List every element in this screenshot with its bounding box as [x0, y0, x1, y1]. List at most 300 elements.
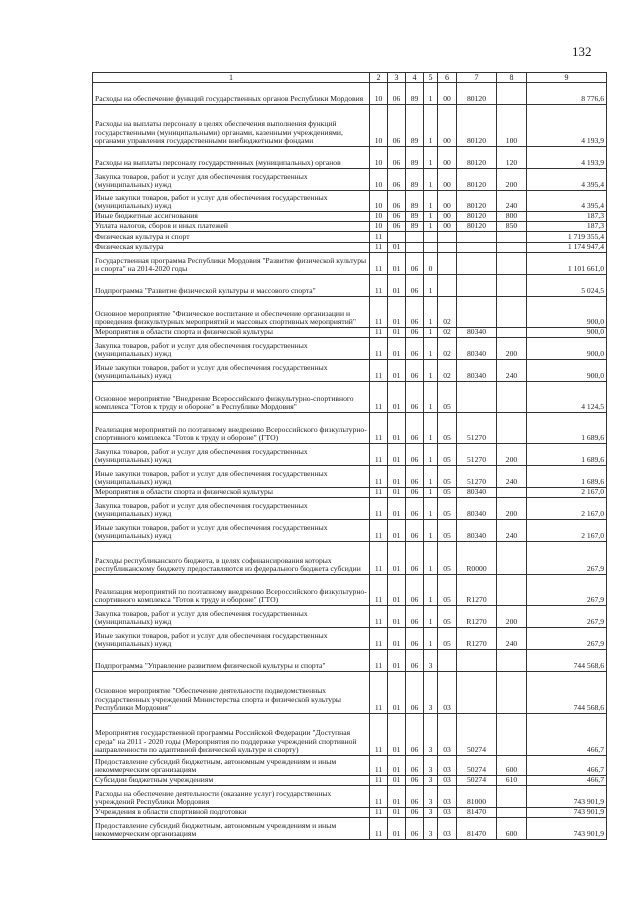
direction-code-cell: 80120: [457, 222, 497, 232]
header-cell: 7: [457, 73, 497, 83]
section-code-cell: 11: [370, 542, 388, 575]
subprogram-code-cell: 1: [424, 413, 438, 444]
table-row: [93, 542, 607, 575]
activity-code-cell: 02: [438, 360, 457, 382]
program-code-cell: 06: [406, 498, 424, 520]
direction-code-cell: [457, 243, 497, 253]
activity-code-cell: 05: [438, 466, 457, 488]
direction-code-cell: [457, 232, 497, 243]
activity-code-cell: 02: [438, 328, 457, 338]
direction-code-cell: 80120: [457, 105, 497, 147]
section-code-cell: 10: [370, 222, 388, 232]
amount-cell: 900,0: [527, 360, 607, 382]
activity-code-cell: 03: [438, 776, 457, 786]
program-code-cell: 06: [406, 328, 424, 338]
expense-type-code-cell: 200: [497, 169, 527, 191]
subsection-code-cell: 01: [388, 628, 406, 650]
expense-type-code-cell: [497, 542, 527, 575]
activity-code-cell: 05: [438, 498, 457, 520]
direction-code-cell: 81470: [457, 818, 497, 840]
amount-cell: 4 193,9: [527, 105, 607, 147]
expense-type-code-cell: 610: [497, 776, 527, 786]
expense-type-code-cell: 100: [497, 105, 527, 147]
program-code-cell: 89: [406, 169, 424, 191]
program-code-cell: 89: [406, 191, 424, 212]
amount-cell: 1 719 355,4: [527, 232, 607, 243]
section-code-cell: 11: [370, 776, 388, 786]
direction-code-cell: [457, 297, 497, 328]
expense-type-code-cell: 600: [497, 818, 527, 840]
row-name-cell: Закупка товаров, работ и услуг для обеспечения государственных (муниципальных) нужд: [93, 169, 370, 191]
program-code-cell: 06: [406, 520, 424, 542]
amount-cell: 466,7: [527, 776, 607, 786]
section-code-cell: 10: [370, 147, 388, 169]
activity-code-cell: 05: [438, 413, 457, 444]
program-code-cell: 06: [406, 818, 424, 840]
table-row: [93, 818, 607, 840]
subsection-code-cell: 01: [388, 650, 406, 672]
expense-type-code-cell: [497, 575, 527, 606]
table-row: [93, 338, 607, 360]
subsection-code-cell: 06: [388, 147, 406, 169]
amount-cell: 466,7: [527, 756, 607, 776]
section-code-cell: 11: [370, 243, 388, 253]
row-name-cell: Мероприятия в области спорта и физической культуры: [93, 328, 370, 338]
activity-code-cell: 00: [438, 222, 457, 232]
subprogram-code-cell: 1: [424, 382, 438, 413]
direction-code-cell: 80340: [457, 488, 497, 498]
activity-code-cell: 05: [438, 606, 457, 628]
section-code-cell: 11: [370, 275, 388, 297]
program-code-cell: [406, 243, 424, 253]
subprogram-code-cell: 3: [424, 672, 438, 714]
activity-code-cell: [438, 275, 457, 297]
table-row: [93, 382, 607, 413]
program-code-cell: 06: [406, 714, 424, 756]
table-row: [93, 606, 607, 628]
header-row: [93, 73, 607, 83]
section-code-cell: 11: [370, 466, 388, 488]
section-code-cell: 11: [370, 672, 388, 714]
subprogram-code-cell: 1: [424, 275, 438, 297]
program-code-cell: 06: [406, 575, 424, 606]
section-code-cell: 10: [370, 212, 388, 222]
expense-type-code-cell: [497, 808, 527, 818]
amount-cell: 4 395,4: [527, 191, 607, 212]
expense-type-code-cell: 240: [497, 520, 527, 542]
program-code-cell: 06: [406, 776, 424, 786]
amount-cell: 466,7: [527, 714, 607, 756]
activity-code-cell: [438, 232, 457, 243]
activity-code-cell: [438, 243, 457, 253]
table-row: [93, 466, 607, 488]
expense-type-code-cell: [497, 413, 527, 444]
activity-code-cell: 05: [438, 542, 457, 575]
amount-cell: 187,3: [527, 222, 607, 232]
activity-code-cell: 05: [438, 444, 457, 466]
subprogram-code-cell: 3: [424, 786, 438, 808]
subprogram-code-cell: 1: [424, 628, 438, 650]
program-code-cell: 06: [406, 297, 424, 328]
expense-type-code-cell: [497, 672, 527, 714]
subprogram-code-cell: 3: [424, 776, 438, 786]
row-name-cell: Государственная программа Республики Мордовия "Развитие физической культуры и спорта" на 2014-2020 годы: [93, 253, 370, 275]
row-name-cell: Предоставление субсидий бюджетным, автономным учреждениям и иным некоммерческим организациям: [93, 756, 370, 776]
amount-cell: 900,0: [527, 338, 607, 360]
row-name-cell: Подпрограмма "Управление развитием физической культуры и спорта": [93, 650, 370, 672]
amount-cell: 900,0: [527, 328, 607, 338]
activity-code-cell: 02: [438, 338, 457, 360]
direction-code-cell: 80340: [457, 498, 497, 520]
direction-code-cell: [457, 253, 497, 275]
table-row: [93, 520, 607, 542]
program-code-cell: 89: [406, 147, 424, 169]
section-code-cell: 10: [370, 105, 388, 147]
program-code-cell: 89: [406, 83, 424, 105]
header-cell: 5: [424, 73, 438, 83]
activity-code-cell: 00: [438, 191, 457, 212]
activity-code-cell: 00: [438, 105, 457, 147]
activity-code-cell: 05: [438, 488, 457, 498]
table-row: [93, 575, 607, 606]
amount-cell: 900,0: [527, 297, 607, 328]
expense-type-code-cell: 200: [497, 338, 527, 360]
activity-code-cell: 05: [438, 575, 457, 606]
header-cell: 8: [497, 73, 527, 83]
table-row: [93, 147, 607, 169]
row-name-cell: Основное мероприятие "Внедрение Всероссийского физкультурно-спортивного комплекса "Готов к труду и обороне" в Республике Мордовия": [93, 382, 370, 413]
section-code-cell: 11: [370, 575, 388, 606]
activity-code-cell: 03: [438, 818, 457, 840]
direction-code-cell: 80340: [457, 360, 497, 382]
subsection-code-cell: 01: [388, 786, 406, 808]
row-name-cell: Иные закупки товаров, работ и услуг для обеспечения государственных (муниципальных) нужд: [93, 466, 370, 488]
activity-code-cell: 03: [438, 714, 457, 756]
program-code-cell: 06: [406, 488, 424, 498]
header-cell: 9: [527, 73, 607, 83]
row-name-cell: Реализация мероприятий по поэтапному внедрению Всероссийского физкультурно-спортивного комплекса "Готов к труду и обороне" (ГТО): [93, 413, 370, 444]
subprogram-code-cell: 1: [424, 328, 438, 338]
subsection-code-cell: 01: [388, 714, 406, 756]
subsection-code-cell: 01: [388, 488, 406, 498]
table-row: [93, 786, 607, 808]
amount-cell: 2 167,0: [527, 498, 607, 520]
section-code-cell: 10: [370, 191, 388, 212]
table-row: [93, 756, 607, 776]
row-name-cell: Закупка товаров, работ и услуг для обеспечения государственных (муниципальных) нужд: [93, 444, 370, 466]
table-row: [93, 328, 607, 338]
subsection-code-cell: 01: [388, 672, 406, 714]
direction-code-cell: 80120: [457, 83, 497, 105]
row-name-cell: Расходы на выплаты персоналу в целях обеспечения выполнения функций государственными (муниципальными) органами, казенными учреждениями, органами управления государственными внебюджетными фондами: [93, 105, 370, 147]
row-name-cell: Субсидии бюджетным учреждениям: [93, 776, 370, 786]
row-name-cell: Физическая культура: [93, 243, 370, 253]
expense-type-code-cell: [497, 382, 527, 413]
row-name-cell: Основное мероприятие "Обеспечение деятельности подведомственных государственных учреждений Министерства спорта и физической культуры Республики Мордовия": [93, 672, 370, 714]
table-row: [93, 275, 607, 297]
amount-cell: 267,9: [527, 542, 607, 575]
subprogram-code-cell: 1: [424, 444, 438, 466]
program-code-cell: 06: [406, 382, 424, 413]
expense-type-code-cell: [497, 232, 527, 243]
expense-type-code-cell: [497, 488, 527, 498]
direction-code-cell: 50274: [457, 776, 497, 786]
program-code-cell: 06: [406, 338, 424, 360]
table-row: [93, 232, 607, 243]
subprogram-code-cell: 1: [424, 575, 438, 606]
amount-cell: 2 167,0: [527, 488, 607, 498]
program-code-cell: 06: [406, 606, 424, 628]
subprogram-code-cell: 3: [424, 756, 438, 776]
row-name-cell: Закупка товаров, работ и услуг для обеспечения государственных (муниципальных) нужд: [93, 606, 370, 628]
subsection-code-cell: 01: [388, 818, 406, 840]
subprogram-code-cell: 1: [424, 498, 438, 520]
activity-code-cell: 00: [438, 83, 457, 105]
table-row: [93, 650, 607, 672]
expense-type-code-cell: [497, 297, 527, 328]
subprogram-code-cell: 1: [424, 83, 438, 105]
activity-code-cell: 00: [438, 212, 457, 222]
subprogram-code-cell: 1: [424, 222, 438, 232]
subsection-code-cell: 06: [388, 105, 406, 147]
subprogram-code-cell: [424, 243, 438, 253]
subprogram-code-cell: 3: [424, 650, 438, 672]
section-code-cell: 11: [370, 328, 388, 338]
subsection-code-cell: 01: [388, 360, 406, 382]
expense-type-code-cell: [497, 275, 527, 297]
section-code-cell: 11: [370, 606, 388, 628]
expense-type-code-cell: 240: [497, 628, 527, 650]
program-code-cell: 06: [406, 253, 424, 275]
subsection-code-cell: 01: [388, 520, 406, 542]
amount-cell: 744 568,6: [527, 672, 607, 714]
section-code-cell: 11: [370, 360, 388, 382]
program-code-cell: 06: [406, 628, 424, 650]
section-code-cell: 11: [370, 232, 388, 243]
subprogram-code-cell: 1: [424, 338, 438, 360]
subprogram-code-cell: 1: [424, 147, 438, 169]
expense-type-code-cell: 120: [497, 147, 527, 169]
subprogram-code-cell: 1: [424, 212, 438, 222]
direction-code-cell: R1270: [457, 575, 497, 606]
subprogram-code-cell: [424, 232, 438, 243]
activity-code-cell: 03: [438, 672, 457, 714]
amount-cell: 1 689,6: [527, 413, 607, 444]
program-code-cell: 06: [406, 413, 424, 444]
section-code-cell: 11: [370, 413, 388, 444]
program-code-cell: 06: [406, 650, 424, 672]
row-name-cell: Расходы на выплаты персоналу государственных (муниципальных) органов: [93, 147, 370, 169]
direction-code-cell: 80340: [457, 328, 497, 338]
subsection-code-cell: 06: [388, 222, 406, 232]
subprogram-code-cell: 1: [424, 297, 438, 328]
subprogram-code-cell: 1: [424, 606, 438, 628]
amount-cell: 267,9: [527, 606, 607, 628]
row-name-cell: Расходы на обеспечение функций государственных органов Республики Мордовия: [93, 83, 370, 105]
direction-code-cell: R1270: [457, 628, 497, 650]
row-name-cell: Реализация мероприятий по поэтапному внедрению Всероссийского физкультурно-спортивного комплекса "Готов к труду и обороне" (ГТО): [93, 575, 370, 606]
subsection-code-cell: 01: [388, 466, 406, 488]
subsection-code-cell: 06: [388, 83, 406, 105]
header-cell: 1: [93, 73, 370, 83]
section-code-cell: 11: [370, 338, 388, 360]
table-row: [93, 253, 607, 275]
direction-code-cell: 81470: [457, 808, 497, 818]
activity-code-cell: [438, 650, 457, 672]
expense-type-code-cell: 200: [497, 606, 527, 628]
direction-code-cell: R1270: [457, 606, 497, 628]
table-row: [93, 776, 607, 786]
table-row: [93, 169, 607, 191]
subsection-code-cell: 01: [388, 756, 406, 776]
budget-table: [92, 72, 607, 840]
row-name-cell: Иные бюджетные ассигнования: [93, 212, 370, 222]
amount-cell: 5 024,5: [527, 275, 607, 297]
program-code-cell: 89: [406, 222, 424, 232]
subsection-code-cell: 01: [388, 575, 406, 606]
header-cell: 6: [438, 73, 457, 83]
direction-code-cell: 80340: [457, 520, 497, 542]
table-row: [93, 212, 607, 222]
direction-code-cell: [457, 382, 497, 413]
subprogram-code-cell: 1: [424, 360, 438, 382]
amount-cell: 4 124,5: [527, 382, 607, 413]
amount-cell: 4 395,4: [527, 169, 607, 191]
section-code-cell: 11: [370, 628, 388, 650]
row-name-cell: Расходы республиканского бюджета, в целях софинансирования которых республиканскому бюджету предоставляются из федерального бюджета субсидии: [93, 542, 370, 575]
subsection-code-cell: 06: [388, 212, 406, 222]
expense-type-code-cell: [497, 253, 527, 275]
subprogram-code-cell: 3: [424, 808, 438, 818]
amount-cell: 1 101 661,0: [527, 253, 607, 275]
row-name-cell: Иные закупки товаров, работ и услуг для обеспечения государственных (муниципальных) нужд: [93, 520, 370, 542]
program-code-cell: 89: [406, 105, 424, 147]
expense-type-code-cell: [497, 714, 527, 756]
program-code-cell: 06: [406, 275, 424, 297]
expense-type-code-cell: [497, 328, 527, 338]
activity-code-cell: [438, 253, 457, 275]
direction-code-cell: 51270: [457, 466, 497, 488]
activity-code-cell: 00: [438, 147, 457, 169]
expense-type-code-cell: 800: [497, 212, 527, 222]
table-row: [93, 488, 607, 498]
expense-type-code-cell: 200: [497, 498, 527, 520]
subsection-code-cell: 06: [388, 191, 406, 212]
table-row: [93, 360, 607, 382]
section-code-cell: 11: [370, 650, 388, 672]
program-code-cell: 06: [406, 756, 424, 776]
table-row: [93, 191, 607, 212]
section-code-cell: 11: [370, 786, 388, 808]
program-code-cell: 06: [406, 672, 424, 714]
direction-code-cell: [457, 650, 497, 672]
subprogram-code-cell: 3: [424, 714, 438, 756]
direction-code-cell: 80120: [457, 147, 497, 169]
program-code-cell: 06: [406, 786, 424, 808]
amount-cell: 744 568,6: [527, 650, 607, 672]
amount-cell: 267,9: [527, 575, 607, 606]
section-code-cell: 11: [370, 808, 388, 818]
program-code-cell: 06: [406, 466, 424, 488]
section-code-cell: 10: [370, 169, 388, 191]
section-code-cell: 11: [370, 253, 388, 275]
table-row: [93, 105, 607, 147]
program-code-cell: 06: [406, 444, 424, 466]
program-code-cell: 06: [406, 542, 424, 575]
table-row: [93, 498, 607, 520]
section-code-cell: 11: [370, 382, 388, 413]
subprogram-code-cell: 1: [424, 169, 438, 191]
subprogram-code-cell: 1: [424, 105, 438, 147]
program-code-cell: [406, 232, 424, 243]
amount-cell: 743 901,9: [527, 786, 607, 808]
direction-code-cell: R0000: [457, 542, 497, 575]
row-name-cell: Иные закупки товаров, работ и услуг для обеспечения государственных (муниципальных) нужд: [93, 360, 370, 382]
expense-type-code-cell: [497, 650, 527, 672]
header-cell: 3: [388, 73, 406, 83]
row-name-cell: Иные закупки товаров, работ и услуг для обеспечения государственных (муниципальных) нужд: [93, 191, 370, 212]
program-code-cell: 06: [406, 360, 424, 382]
subprogram-code-cell: 1: [424, 542, 438, 575]
expense-type-code-cell: [497, 243, 527, 253]
expense-type-code-cell: 240: [497, 466, 527, 488]
amount-cell: 8 776,6: [527, 83, 607, 105]
activity-code-cell: 03: [438, 808, 457, 818]
row-name-cell: Предоставление субсидий бюджетным, автономным учреждениям и иным некоммерческим организациям: [93, 818, 370, 840]
direction-code-cell: 80340: [457, 338, 497, 360]
section-code-cell: 11: [370, 488, 388, 498]
subsection-code-cell: 01: [388, 243, 406, 253]
subsection-code-cell: 01: [388, 808, 406, 818]
header-cell: 4: [406, 73, 424, 83]
subsection-code-cell: 01: [388, 382, 406, 413]
row-name-cell: Иные закупки товаров, работ и услуг для обеспечения государственных (муниципальных) нужд: [93, 628, 370, 650]
direction-code-cell: [457, 672, 497, 714]
subsection-code-cell: 01: [388, 338, 406, 360]
subsection-code-cell: 01: [388, 606, 406, 628]
row-name-cell: Подпрограмма "Развитие физической культуры и массового спорта": [93, 275, 370, 297]
subsection-code-cell: 01: [388, 253, 406, 275]
table-row: [93, 83, 607, 105]
subprogram-code-cell: 0: [424, 253, 438, 275]
expense-type-code-cell: 850: [497, 222, 527, 232]
row-name-cell: Закупка товаров, работ и услуг для обеспечения государственных (муниципальных) нужд: [93, 498, 370, 520]
activity-code-cell: 00: [438, 169, 457, 191]
program-code-cell: 89: [406, 212, 424, 222]
amount-cell: 1 174 947,4: [527, 243, 607, 253]
direction-code-cell: 80120: [457, 191, 497, 212]
subsection-code-cell: 06: [388, 169, 406, 191]
direction-code-cell: 50274: [457, 714, 497, 756]
amount-cell: 743 901,9: [527, 818, 607, 840]
subsection-code-cell: 01: [388, 498, 406, 520]
table-row: [93, 413, 607, 444]
program-code-cell: 06: [406, 808, 424, 818]
subsection-code-cell: 01: [388, 776, 406, 786]
direction-code-cell: 80120: [457, 169, 497, 191]
section-code-cell: 11: [370, 297, 388, 328]
activity-code-cell: 05: [438, 382, 457, 413]
subprogram-code-cell: 1: [424, 488, 438, 498]
subsection-code-cell: 01: [388, 297, 406, 328]
row-name-cell: Основное мероприятие "Физическое воспитание и обеспечение организации и проведения физкультурных мероприятий и массовых спортивных мероприятий": [93, 297, 370, 328]
section-code-cell: 11: [370, 756, 388, 776]
page-number: 132: [572, 44, 592, 59]
subsection-code-cell: 01: [388, 542, 406, 575]
subprogram-code-cell: 1: [424, 466, 438, 488]
subprogram-code-cell: 1: [424, 191, 438, 212]
direction-code-cell: [457, 275, 497, 297]
